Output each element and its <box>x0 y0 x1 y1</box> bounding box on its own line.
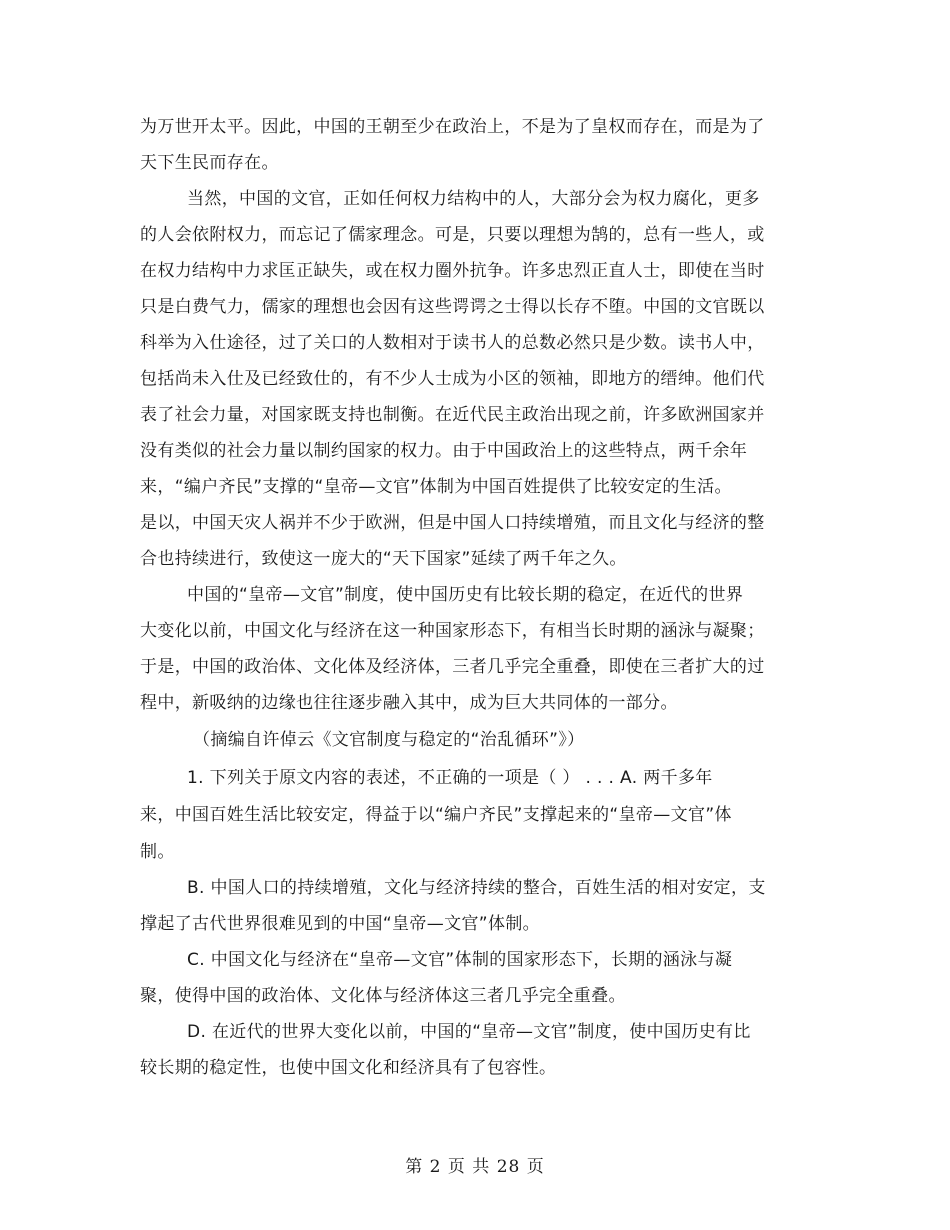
text-line: 科举为入仕途径，过了关口的人数相对于读书人的总数必然只是少数。读书人中， <box>140 333 765 353</box>
text-line: 来，“编户齐民”支撑的“皇帝—文官”体制为中国百姓提供了比较安定的生活。 <box>140 477 732 497</box>
text-line: 为万世开太平。因此，中国的王朝至少在政治上，不是为了皇权而存在，而是为了 <box>140 117 765 137</box>
option-b: B. 中国人口的持续增殖，文化与经济持续的整合，百姓生活的相对安定，支 <box>187 878 766 898</box>
paragraph-first-line: 当然，中国的文官，正如任何权力结构中的人，大部分会为权力腐化，更多 <box>187 189 760 209</box>
text-line: 程中，新吸纳的边缘也往往逐步融入其中，成为巨大共同体的一部分。 <box>140 693 678 713</box>
source-citation: （摘编自许倬云《文官制度与稳定的“治乱循环”》） <box>193 730 585 750</box>
text-line: 只是白费气力，儒家的理想也会因有这些谔谔之士得以长存不堕。中国的文官既以 <box>140 297 765 317</box>
text-line: 的人会依附权力，而忘记了儒家理念。可是，只要以理想为鹄的，总有一些人，或 <box>140 225 765 245</box>
option-d-line: 较长期的稳定性，也使中国文化和经济具有了包容性。 <box>140 1058 557 1078</box>
option-a-line: 制。 <box>140 842 175 862</box>
option-d: D. 在近代的世界大变化以前，中国的“皇帝—文官”制度，使中国历史有比 <box>187 1022 751 1042</box>
option-c-line: 聚，使得中国的政治体、文化体与经济体这三者几乎完全重叠。 <box>140 986 626 1006</box>
text-line: 合也持续进行，致使这一庞大的“天下国家”延续了两千年之久。 <box>140 549 627 569</box>
text-line: 于是，中国的政治体、文化体及经济体，三者几乎完全重叠，即使在三者扩大的过 <box>140 657 765 677</box>
page-number-footer: 第 2 页 共 28 页 <box>405 1157 545 1177</box>
text-line: 表了社会力量，对国家既支持也制衡。在近代民主政治出现之前，许多欧洲国家并 <box>140 405 765 425</box>
text-line: 大变化以前，中国文化与经济在这一种国家形态下，有相当长时期的涵泳与凝聚； <box>140 621 765 641</box>
question-1: 1. 下列关于原文内容的表述，不正确的一项是（ ） . . . A. 两千多年 <box>187 768 713 788</box>
text-line: 是以，中国天灾人祸并不少于欧洲，但是中国人口持续增殖，而且文化与经济的整 <box>140 513 765 533</box>
text-line: 天下生民而存在。 <box>140 153 279 173</box>
text-line: 没有类似的社会力量以制约国家的权力。由于中国政治上的这些特点，两千余年 <box>140 441 748 461</box>
option-c: C. 中国文化与经济在“皇帝—文官”体制的国家形态下，长期的涵泳与凝 <box>187 950 733 970</box>
option-b-line: 撑起了古代世界很难见到的中国“皇帝—文官”体制。 <box>140 914 541 934</box>
paragraph-first-line: 中国的“皇帝—文官”制度，使中国历史有比较长期的稳定，在近代的世界 <box>187 585 744 605</box>
text-line: 在权力结构中力求匡正缺失，或在权力圈外抗争。许多忠烈正直人士，即使在当时 <box>140 261 765 281</box>
text-line: 包括尚未入仕及已经致仕的，有不少人士成为小区的领袖，即地方的缙绅。他们代 <box>140 369 765 389</box>
option-a-line: 来，中国百姓生活比较安定，得益于以“编户齐民”支撑起来的“皇帝—文官”体 <box>140 805 732 825</box>
